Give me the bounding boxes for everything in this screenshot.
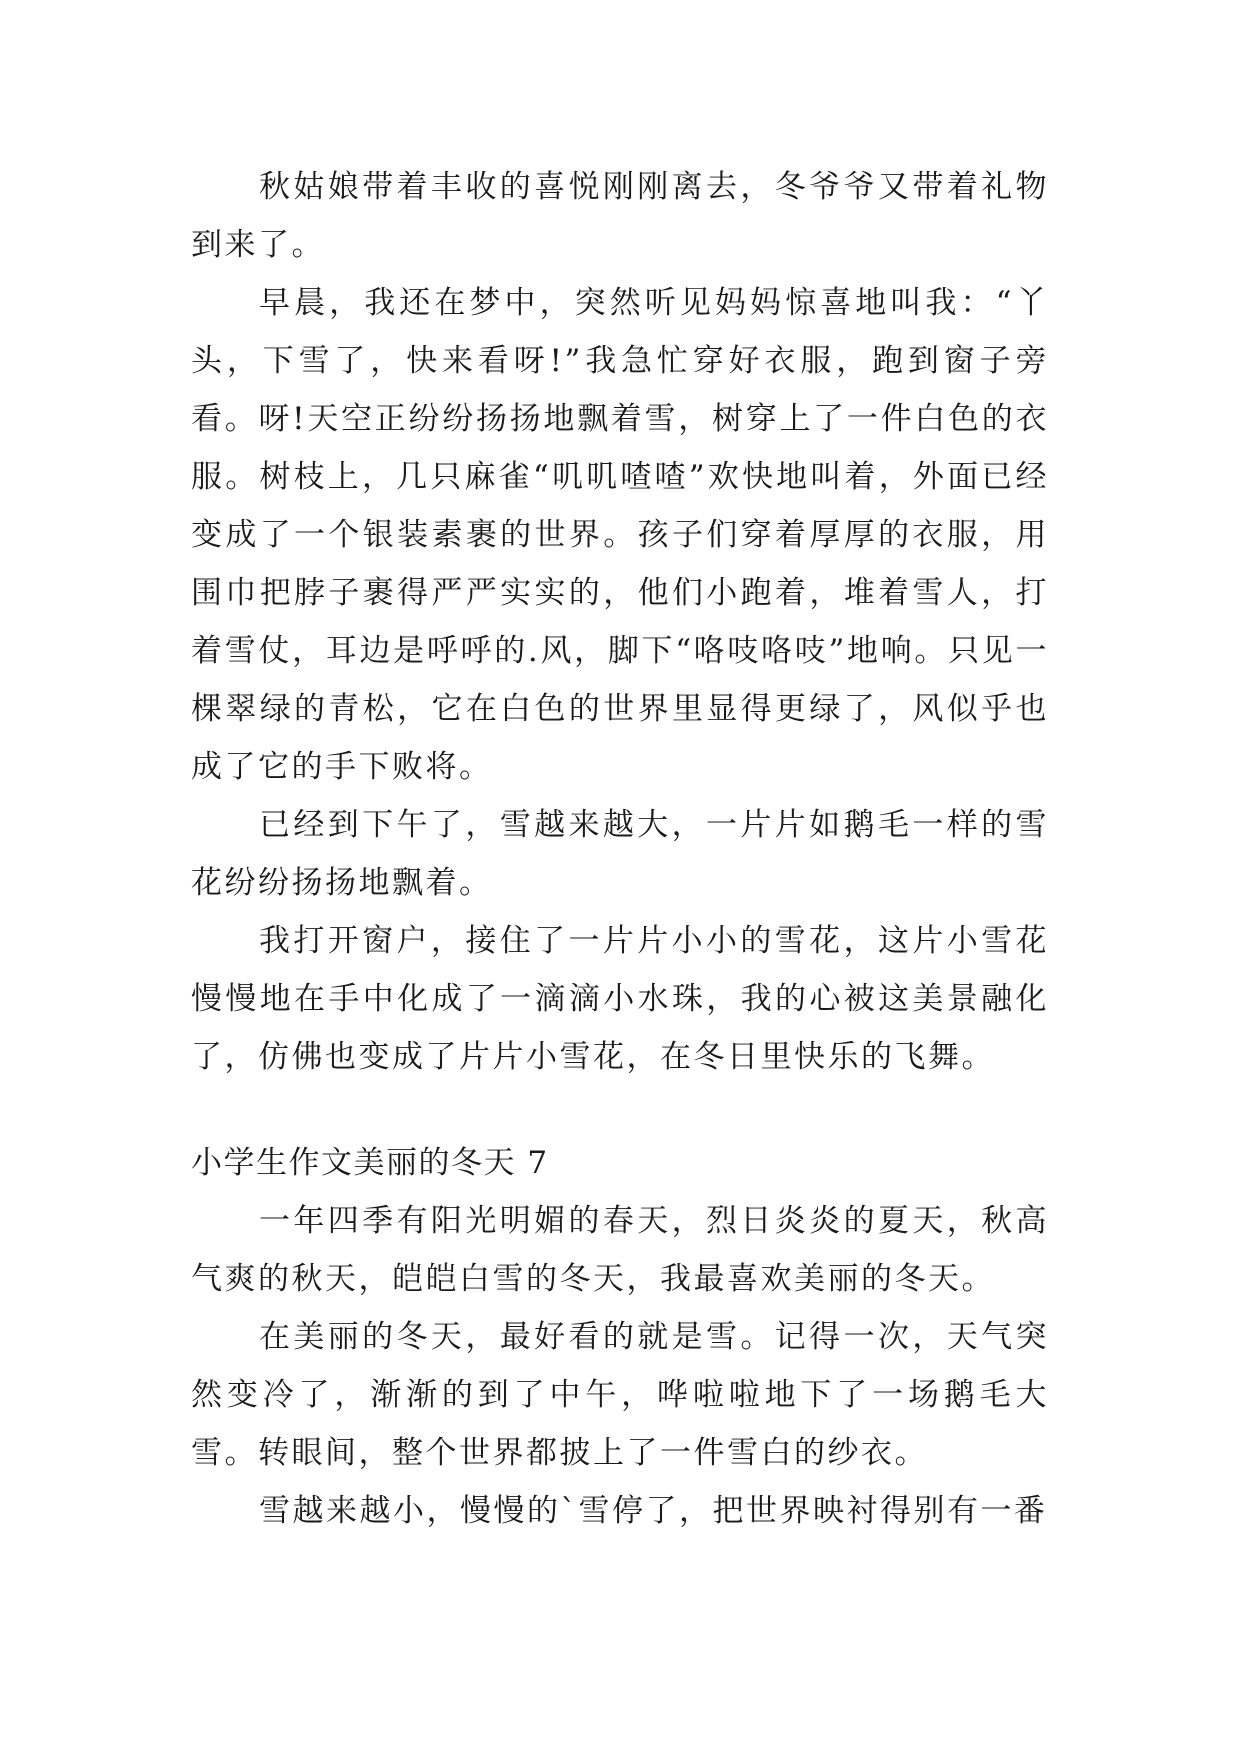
paragraph: 一年四季有阳光明媚的春天，烈日炎炎的夏天，秋高气爽的秋天，皑皑白雪的冬天，我最喜欢美丽的冬天。	[191, 1203, 1049, 1297]
paragraph: 秋姑娘带着丰收的喜悦刚刚离去，冬爷爷又带着礼物到来了。	[191, 169, 1049, 263]
paragraph: 早晨，我还在梦中，突然听见妈妈惊喜地叫我：“丫头，下雪了，快来看呀!”我急忙穿好衣服，跑到窗子旁看。呀!天空正纷纷扬扬地飘着雪，树穿上了一件白色的衣服。树枝上，几只麻雀“叽叽喳喳”欢快地叫着，外面已经变成了一个银装素裹的世界。孩子们穿着厚厚的衣服，用围巾把脖子裹得严严实实的，他们小跑着，堆着雪人，打着雪仗，耳边是呼呼的.风，脚下“咯吱咯吱”地响。只见一棵翠绿的青松，它在白色的世界里显得更绿了，风似乎也成了它的手下败将。	[191, 285, 1049, 785]
paragraph: 在美丽的冬天，最好看的就是雪。记得一次，天气突然变冷了，渐渐的到了中午，哗啦啦地下了一场鹅毛大雪。转眼间，整个世界都披上了一件雪白的纱衣。	[191, 1319, 1049, 1471]
paragraph: 已经到下午了，雪越来越大，一片片如鹅毛一样的雪花纷纷扬扬地飘着。	[191, 807, 1049, 901]
essay-heading: 小学生作文美丽的冬天 7	[191, 1145, 549, 1181]
paragraph: 雪越来越小，慢慢的`雪停了，把世界映衬得别有一番	[259, 1493, 1048, 1529]
essay-section-1	[191, 158, 1049, 1086]
paragraph: 我打开窗户，接住了一片片小小的雪花，这片小雪花慢慢地在手中化成了一滴滴小水珠，我的心被这美景融化了，仿佛也变成了片片小雪花，在冬日里快乐的飞舞。	[191, 923, 1049, 1075]
essay-section-2	[191, 1192, 1049, 1540]
